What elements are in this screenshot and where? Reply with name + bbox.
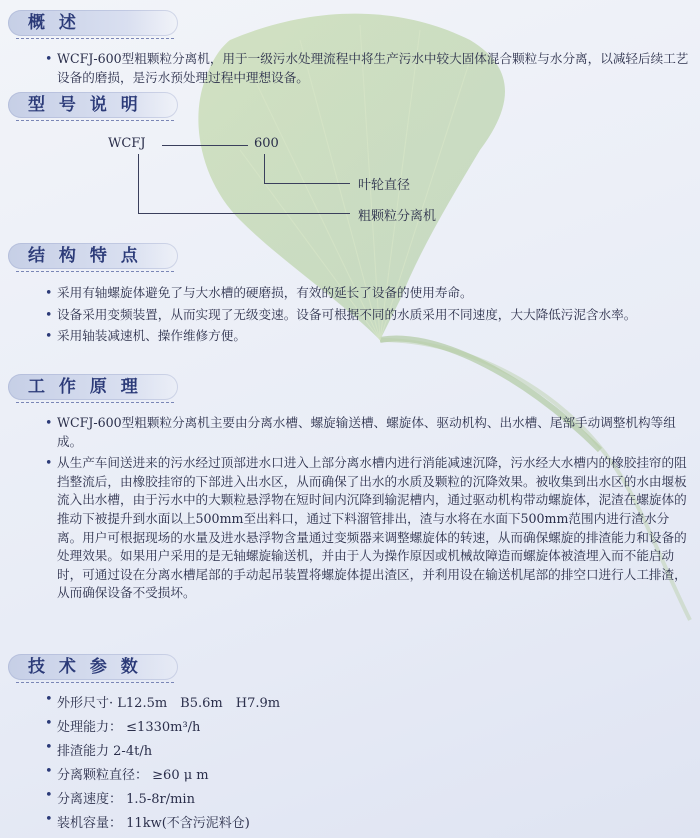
connector-line xyxy=(264,154,265,184)
bullet-icon: • xyxy=(45,455,53,471)
bullet-icon: • xyxy=(45,812,53,827)
spec-item xyxy=(45,812,250,831)
spec-label: 处理能力： xyxy=(57,720,123,735)
list-item xyxy=(45,454,693,603)
model-number: 600 xyxy=(254,136,279,151)
section-header-overview xyxy=(8,10,178,36)
section-title: 技 术 参 数 xyxy=(28,657,142,677)
spec-item xyxy=(45,692,281,711)
spec-value: 1.5-8r/min xyxy=(126,792,195,807)
section-title: 概 述 xyxy=(28,13,80,33)
spec-item xyxy=(45,716,201,735)
label-impeller-diameter: 叶轮直径 xyxy=(358,178,411,193)
connector-line xyxy=(264,183,350,184)
bullet-icon: • xyxy=(45,51,53,66)
spec-label: 外形尺寸· xyxy=(57,696,114,711)
section-header-features xyxy=(8,243,178,269)
section-header-specs xyxy=(8,654,178,680)
feature-text: 采用有轴螺旋体避免了与大水槽的硬磨损，有效的延长了设备的使用寿命。 xyxy=(57,285,473,300)
connector-line xyxy=(162,145,248,146)
principle-text: 从生产车间送进来的污水经过顶部进水口进入上部分离水槽内进行消能减速沉降，污水经大水槽内的橡胶挂帘的阻挡整流后，由橡胶挂帘的下部进入出水区，从而确保了出水的水质及颗粒的沉降效果。被收集到出水区的水由堰板流入出水槽，由于污水中的大颗粒悬浮物在短时间内沉降到输泥槽内，通过驱动机构带动螺旋体，泥渣在螺旋体的推动下被提升到水面以上500mm至出料口，通过下料溜管排出，渣与水将在水面下500mm范围内进行渣水分离。用户可根据现场的水量及进水悬浮物含量通过变频器来调整螺旋体的转速，从而确保螺旋的排渣能力和设备的处理效果。如果用户采用的是无轴螺旋输送机，并由于人为操作原因或机械故障造而螺旋体被渣埋入而不能启动时，可通过设在分离水槽尾部的手动起吊装置将螺旋体提出渣区，并利用设在输送机尾部的排空口进行人工排渣，从而确保设备不受损坏。 xyxy=(57,455,687,601)
spec-value: 11kw(不含污泥料仓) xyxy=(126,816,250,831)
bullet-icon: • xyxy=(45,788,53,803)
principle-list xyxy=(45,414,693,603)
spec-label: 排渣能力 xyxy=(57,744,110,759)
spec-value: ≥60 μ m xyxy=(152,768,209,783)
list-item xyxy=(45,327,693,346)
list-item xyxy=(45,414,693,451)
bullet-icon: • xyxy=(45,306,53,322)
list-item xyxy=(45,284,693,303)
feature-text: 设备采用变频装置，从而实现了无级变速。设备可根据不同的水质采用不同速度，大大降低污泥含水率。 xyxy=(57,306,637,322)
spec-label: 分离颗粒直径： xyxy=(57,768,149,783)
bullet-icon: • xyxy=(45,764,53,779)
connector-line xyxy=(138,154,139,214)
principle-text: WCFJ-600型粗颗粒分离机主要由分离水槽、螺旋输送槽、螺旋体、驱动机构、出水槽、尾部手动调整机构等组成。 xyxy=(57,415,676,449)
section-header-model xyxy=(8,92,178,118)
bullet-icon: • xyxy=(45,740,53,755)
section-title: 结 构 特 点 xyxy=(28,246,142,266)
section-title: 工 作 原 理 xyxy=(28,377,142,397)
label-product-name: 粗颗粒分离机 xyxy=(358,209,437,224)
spec-item xyxy=(45,788,195,807)
spec-value: L12.5m B5.6m H7.9m xyxy=(117,696,281,711)
overview-paragraph xyxy=(45,50,693,87)
spec-item xyxy=(45,740,153,759)
bullet-icon: • xyxy=(45,415,53,430)
section-title: 型 号 说 明 xyxy=(28,95,142,115)
bullet-icon: • xyxy=(45,716,53,731)
spec-value: 2-4t/h xyxy=(113,744,153,759)
spec-value: ≤1330m³/h xyxy=(126,720,201,735)
connector-line xyxy=(138,213,350,214)
spec-label: 分离速度： xyxy=(57,792,123,807)
features-list xyxy=(45,284,693,346)
bullet-icon: • xyxy=(45,285,53,300)
bullet-icon: • xyxy=(45,692,53,707)
section-header-principle xyxy=(8,374,178,400)
overview-text: WCFJ-600型粗颗粒分离机，用于一级污水处理流程中将生产污水中较大固体混合颗粒与水分离，以减轻后续工艺设备的磨损，是污水预处理过程中理想设备。 xyxy=(57,51,689,85)
bullet-icon: • xyxy=(45,328,53,344)
list-item xyxy=(45,306,693,325)
feature-text: 采用轴装减速机、操作维修方便。 xyxy=(57,328,246,344)
model-code: WCFJ xyxy=(108,136,146,151)
spec-label: 装机容量： xyxy=(57,816,123,831)
spec-item xyxy=(45,764,209,783)
